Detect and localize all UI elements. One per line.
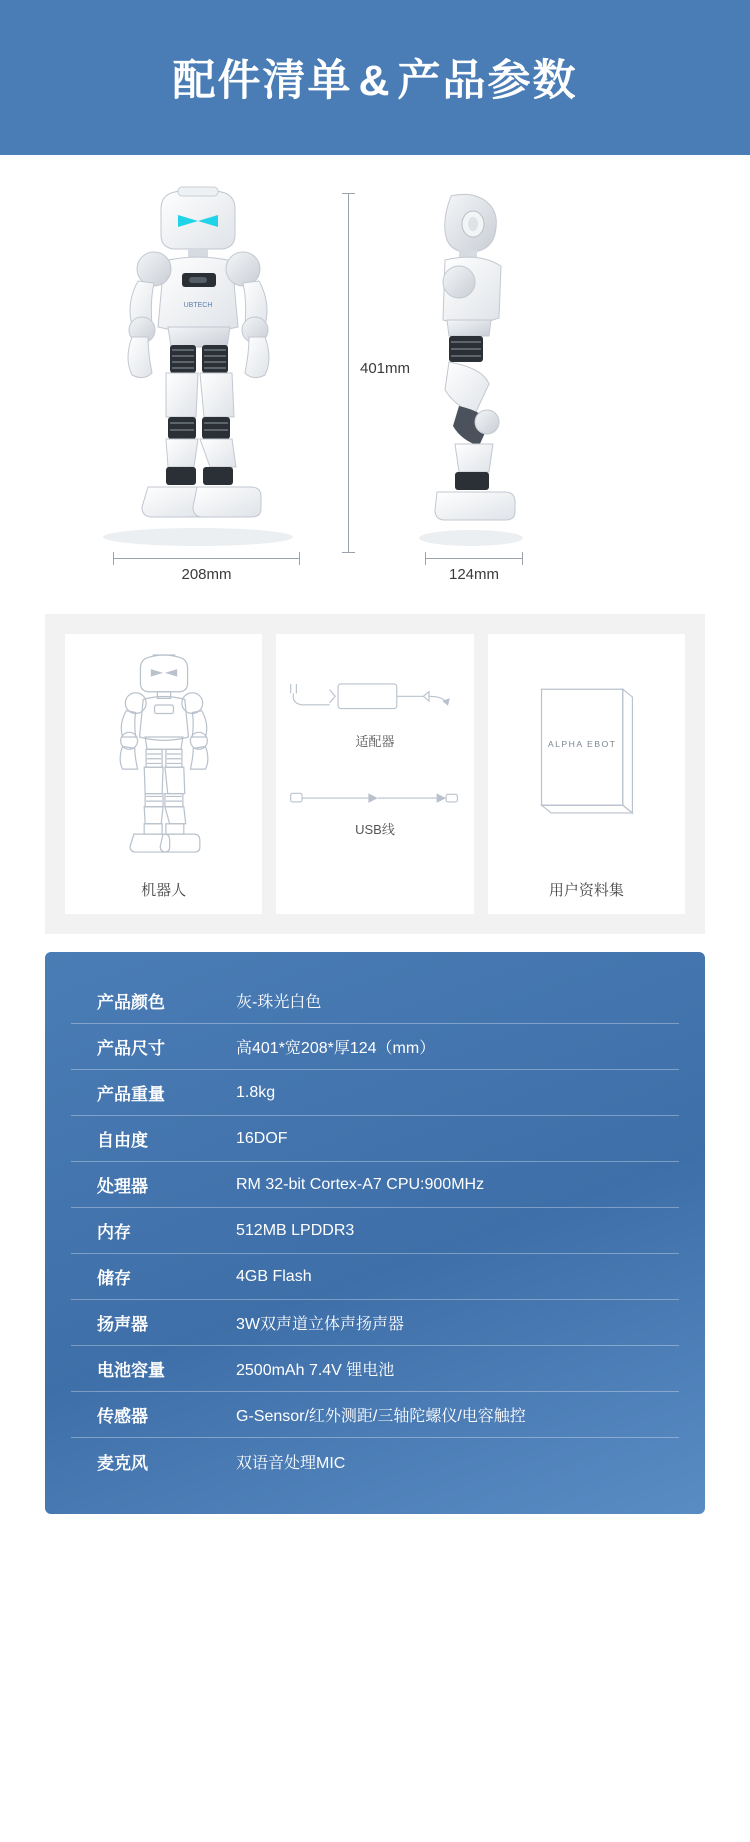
booklet-icon (488, 634, 685, 874)
usb-cable-icon (285, 783, 465, 817)
table-row (71, 1254, 679, 1300)
accessory-card-cables (276, 634, 473, 914)
svg-text:UBTECH: UBTECH (183, 302, 213, 309)
spec-key: 产品重量 (97, 1085, 165, 1104)
table-row (71, 1392, 679, 1438)
side-depth-dimension-line (425, 558, 523, 559)
spec-key: 扬声器 (97, 1315, 148, 1334)
accessory-card-robot (65, 634, 262, 914)
accessory-item-adapter (285, 673, 465, 750)
spec-value: 高401*宽208*厚124（mm） (236, 1040, 436, 1057)
accessory-card-manual (488, 634, 685, 914)
spec-key: 自由度 (97, 1131, 148, 1150)
table-row (71, 1438, 679, 1484)
spec-value: 2500mAh 7.4V 锂电池 (236, 1362, 395, 1379)
front-width-dimension-line (113, 558, 300, 559)
page-title-left: 配件清单 (172, 57, 353, 105)
page-title (172, 47, 577, 108)
power-adapter-icon (285, 673, 465, 729)
page-banner (0, 0, 750, 155)
table-row (71, 1024, 679, 1070)
spec-table (45, 952, 705, 1514)
page-title-right: 产品参数 (397, 57, 578, 105)
table-row (71, 978, 679, 1024)
page-footer-space (0, 1514, 750, 1584)
table-row (71, 1346, 679, 1392)
accessory-label-usb: USB线 (355, 821, 395, 837)
robot-side-view-image (415, 190, 533, 555)
spec-key: 内存 (97, 1223, 131, 1242)
page-title-ampersand: & (358, 57, 392, 105)
side-depth-dimension-label: 124mm (448, 566, 500, 583)
accessory-caption-manual: 用户资料集 (548, 882, 624, 899)
spec-key: 传感器 (97, 1407, 148, 1426)
spec-value: RM 32-bit Cortex-A7 CPU:900MHz (236, 1175, 485, 1193)
table-row (71, 1116, 679, 1162)
spec-key: 电池容量 (97, 1361, 165, 1380)
spec-key: 产品尺寸 (97, 1039, 165, 1058)
table-row (71, 1162, 679, 1208)
spec-value: G-Sensor/红外测距/三轴陀螺仪/电容触控 (236, 1408, 526, 1425)
spec-value: 双语音处理MIC (236, 1454, 346, 1472)
front-width-dimension-label: 208mm (181, 566, 232, 583)
robot-front-view-image (86, 185, 311, 555)
table-row (71, 1300, 679, 1346)
accessories-panel (45, 614, 705, 934)
height-dimension-line (348, 193, 349, 553)
spec-value: 灰-珠光白色 (236, 994, 322, 1011)
accessory-item-usb-cable (285, 783, 465, 838)
spec-value: 4GB Flash (236, 1267, 312, 1285)
dimension-figure-section (0, 155, 750, 600)
table-row (71, 1208, 679, 1254)
spec-value: 512MB LPDDR3 (236, 1221, 355, 1239)
spec-key: 麦克风 (97, 1453, 148, 1473)
spec-key: 储存 (97, 1269, 131, 1288)
accessory-caption-robot: 机器人 (141, 882, 187, 899)
spec-value: 3W双声道立体声扬声器 (236, 1316, 405, 1333)
accessory-label-adapter: 适配器 (355, 733, 395, 749)
spec-key: 产品颜色 (97, 993, 165, 1012)
booklet-title-text: ALPHA EBOT (548, 739, 617, 750)
spec-key: 处理器 (97, 1177, 148, 1196)
spec-value: 16DOF (236, 1129, 288, 1147)
height-dimension-label: 401mm (356, 358, 414, 379)
spec-value: 1.8kg (236, 1083, 276, 1101)
robot-outline-icon (65, 634, 262, 874)
table-row (71, 1070, 679, 1116)
